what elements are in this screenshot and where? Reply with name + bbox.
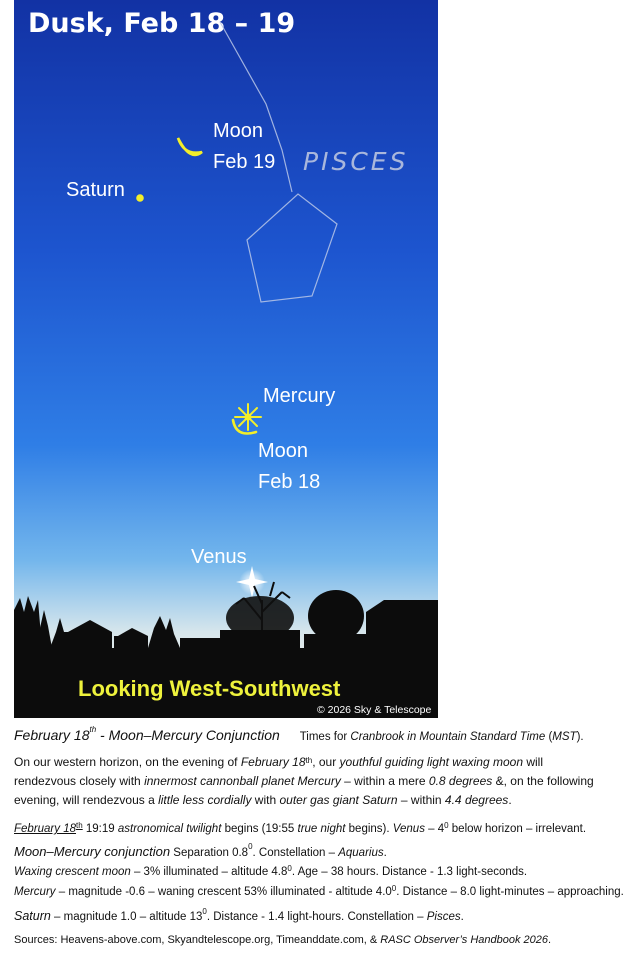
moon-feb18-label: Moon bbox=[258, 440, 309, 462]
conjunction-line: Moon–Mercury conjunction Separation $0.8^0$. Constellation – Aquarius. bbox=[14, 842, 387, 859]
moon-feb18-date-label: Feb 18 bbox=[258, 471, 321, 493]
chart-title: Dusk, Feb 18 – 19 bbox=[28, 8, 296, 39]
view-direction-label: Looking West-Southwest bbox=[78, 676, 341, 701]
sky-chart bbox=[14, 0, 438, 718]
chart-credit: © 2026 Sky & Telescope bbox=[317, 704, 432, 716]
venus-label: Venus bbox=[191, 546, 247, 568]
constellation-label: PISCES bbox=[303, 147, 409, 176]
twilight-line: February 18th 19:19 astronomical twilight begins (19:55 true night begins). Venus – $4^0$ below horizon – irrelevant. bbox=[14, 821, 587, 835]
mercury-stats-line: Mercury – magnitude -0.6 – waning crescent 53% illuminated - altitude $4.0^0$. Distance – 8.0 light-minutes – approaching. bbox=[14, 884, 624, 898]
mercury-label: Mercury bbox=[263, 385, 336, 407]
saturn-stats-line: Saturn – magnitude 1.0 – altitude $13^0$. Distance - 1.4 light-hours. Constellation – Pisces. bbox=[14, 907, 464, 923]
saturn-icon bbox=[136, 194, 144, 202]
moon-stats-line: Waxing crescent moon – 3% illuminated – altitude $4.8^0$. Age – 38 hours. Distance - 1.3 light-seconds. bbox=[14, 864, 528, 878]
times-note: Times for Cranbrook in Mountain Standard Time (MST). bbox=[299, 731, 584, 743]
mercury-icon bbox=[235, 404, 261, 430]
heading-date: February 18 bbox=[14, 727, 90, 743]
sky-chart-svg bbox=[14, 0, 438, 718]
article-heading bbox=[14, 727, 594, 743]
saturn-label: Saturn bbox=[66, 179, 125, 201]
moon-feb19-label: Moon bbox=[213, 120, 264, 142]
heading-date-sup: th bbox=[89, 725, 97, 734]
intro-paragraph: On our western horizon, on the evening of February 18th, our youthful guiding light waxing moon will rendezvous closely with innermost cannonball planet Mercury – within a mere 0.8 degrees &, on the following evening, will rendezvous a little less cordially with outer gas giant Saturn – within 4.4 degrees. bbox=[14, 755, 594, 807]
heading-title: - Moon–Mercury Conjunction bbox=[96, 727, 280, 743]
sources-line: Sources: Heavens-above.com, Skyandtelescope.org, Timeanddate.com, & RASC Observer’s Handbook 2026. bbox=[14, 934, 552, 946]
moon-feb19-date-label: Feb 19 bbox=[213, 151, 276, 173]
